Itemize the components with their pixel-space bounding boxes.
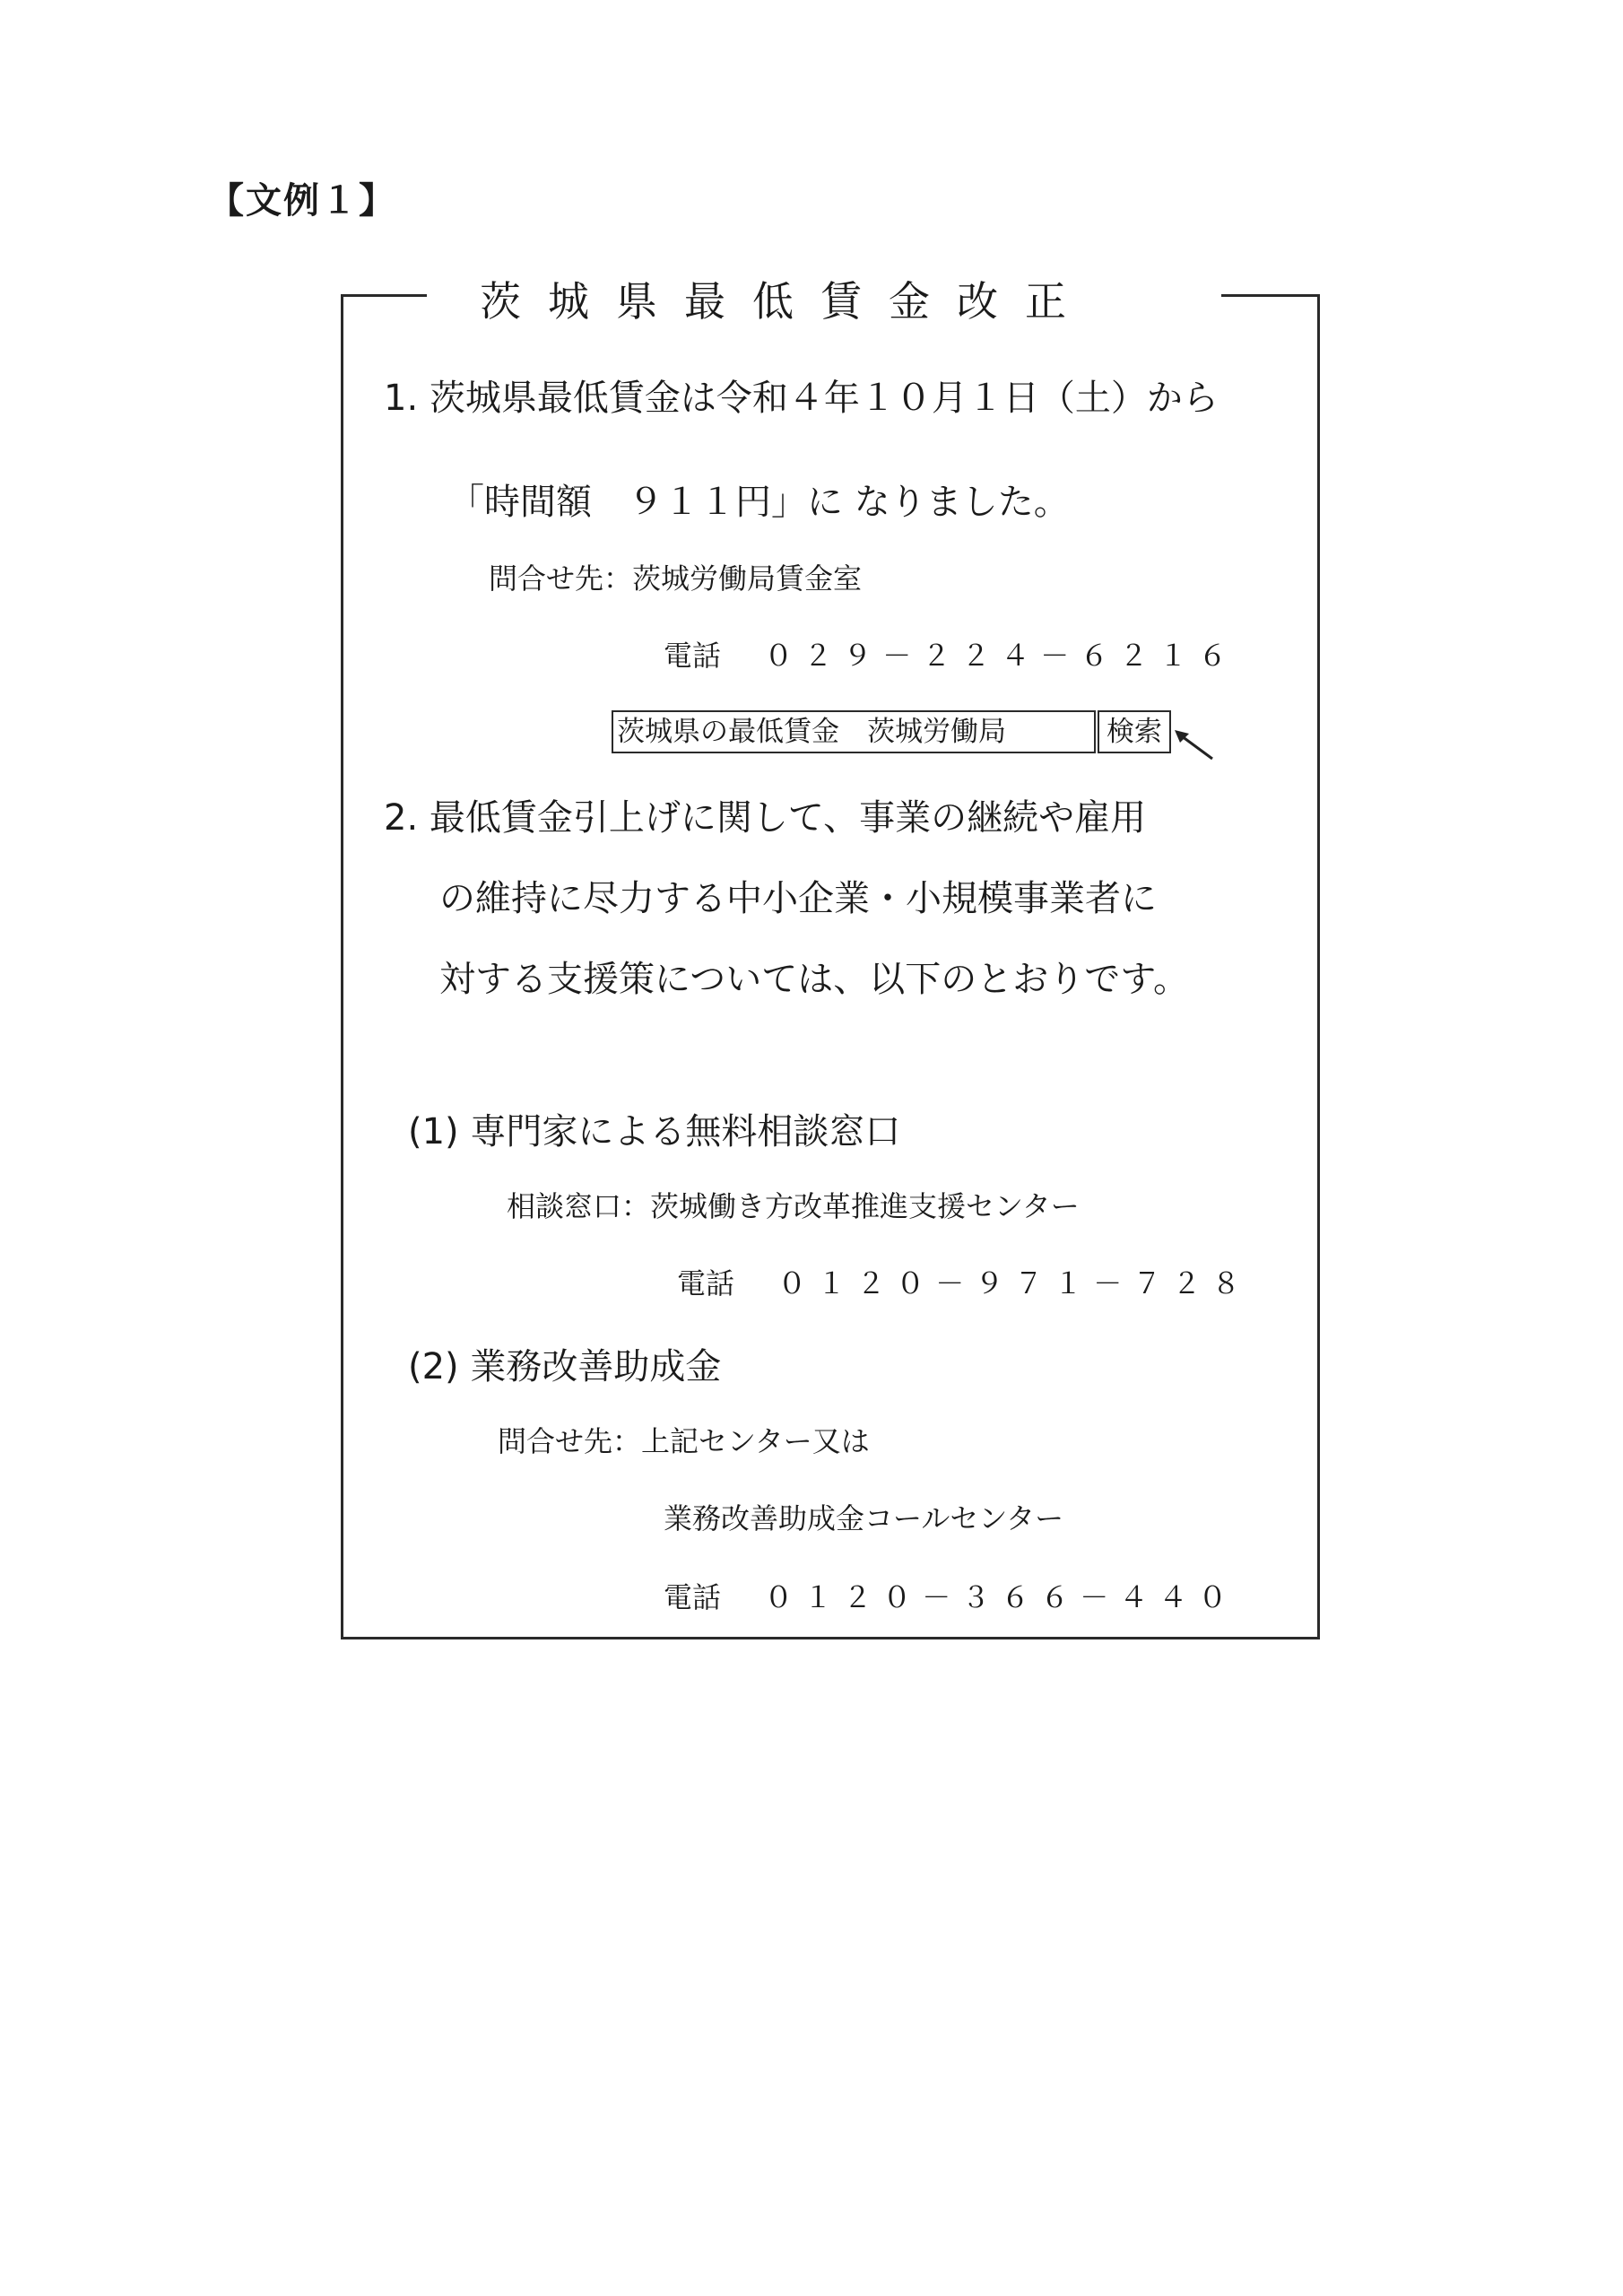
item2-line3: 対する支援策については、以下のとおりです。 [439,959,1189,1000]
item1-phone-row [664,633,1237,674]
item2-line1: 2. 最低賃金引上げに関して、事業の継続や雇用 [384,797,1147,839]
sub1-phone-row [677,1261,1251,1302]
sub2-phone-row [664,1575,1237,1616]
example-label: 【文例１】 [208,180,396,222]
sub2-contact: 問合せ先：上記センター又は [498,1424,870,1458]
item1-phone-label: 電話 [664,639,722,673]
item2-line2: の維持に尽力する中小企業・小規模事業者に [439,878,1157,919]
search-button[interactable]: 検索 [1098,710,1171,753]
item1-line2: 「時間額 ９１１円」に なりました。 [448,482,1070,523]
item1-line1: 1. 茨城県最低賃金は令和４年１０月１日（土）から [384,378,1219,419]
sub2-phone-number: ０１２０－３６６－４４０ [764,1580,1238,1614]
sub2-phone-label: 電話 [664,1580,722,1614]
search-input[interactable]: 茨城県の最低賃金 茨城労働局 [612,710,1096,753]
item1-phone-number: ０２９－２２４－６２１６ [764,639,1238,673]
item1-contact: 問合せ先：茨城労働局賃金室 [489,561,863,596]
frame-top-left-line [341,294,427,297]
sub2-contact-line2: 業務改善助成金コールセンター [664,1501,1064,1535]
notice-title: 茨城県最低賃金改正 [480,277,1093,326]
pointer-arrow-icon [1173,728,1216,762]
sub1-phone-label: 電話 [677,1266,735,1300]
sub1-phone-number: ０１２０－９７１－７２８ [777,1266,1252,1300]
sub2-heading: (2) 業務改善助成金 [408,1346,722,1387]
frame-top-right-line [1221,294,1320,297]
sub1-contact: 相談窓口：茨城働き方改革推進支援センター [507,1189,1080,1223]
sub1-heading: (1) 専門家による無料相談窓口 [408,1111,901,1152]
